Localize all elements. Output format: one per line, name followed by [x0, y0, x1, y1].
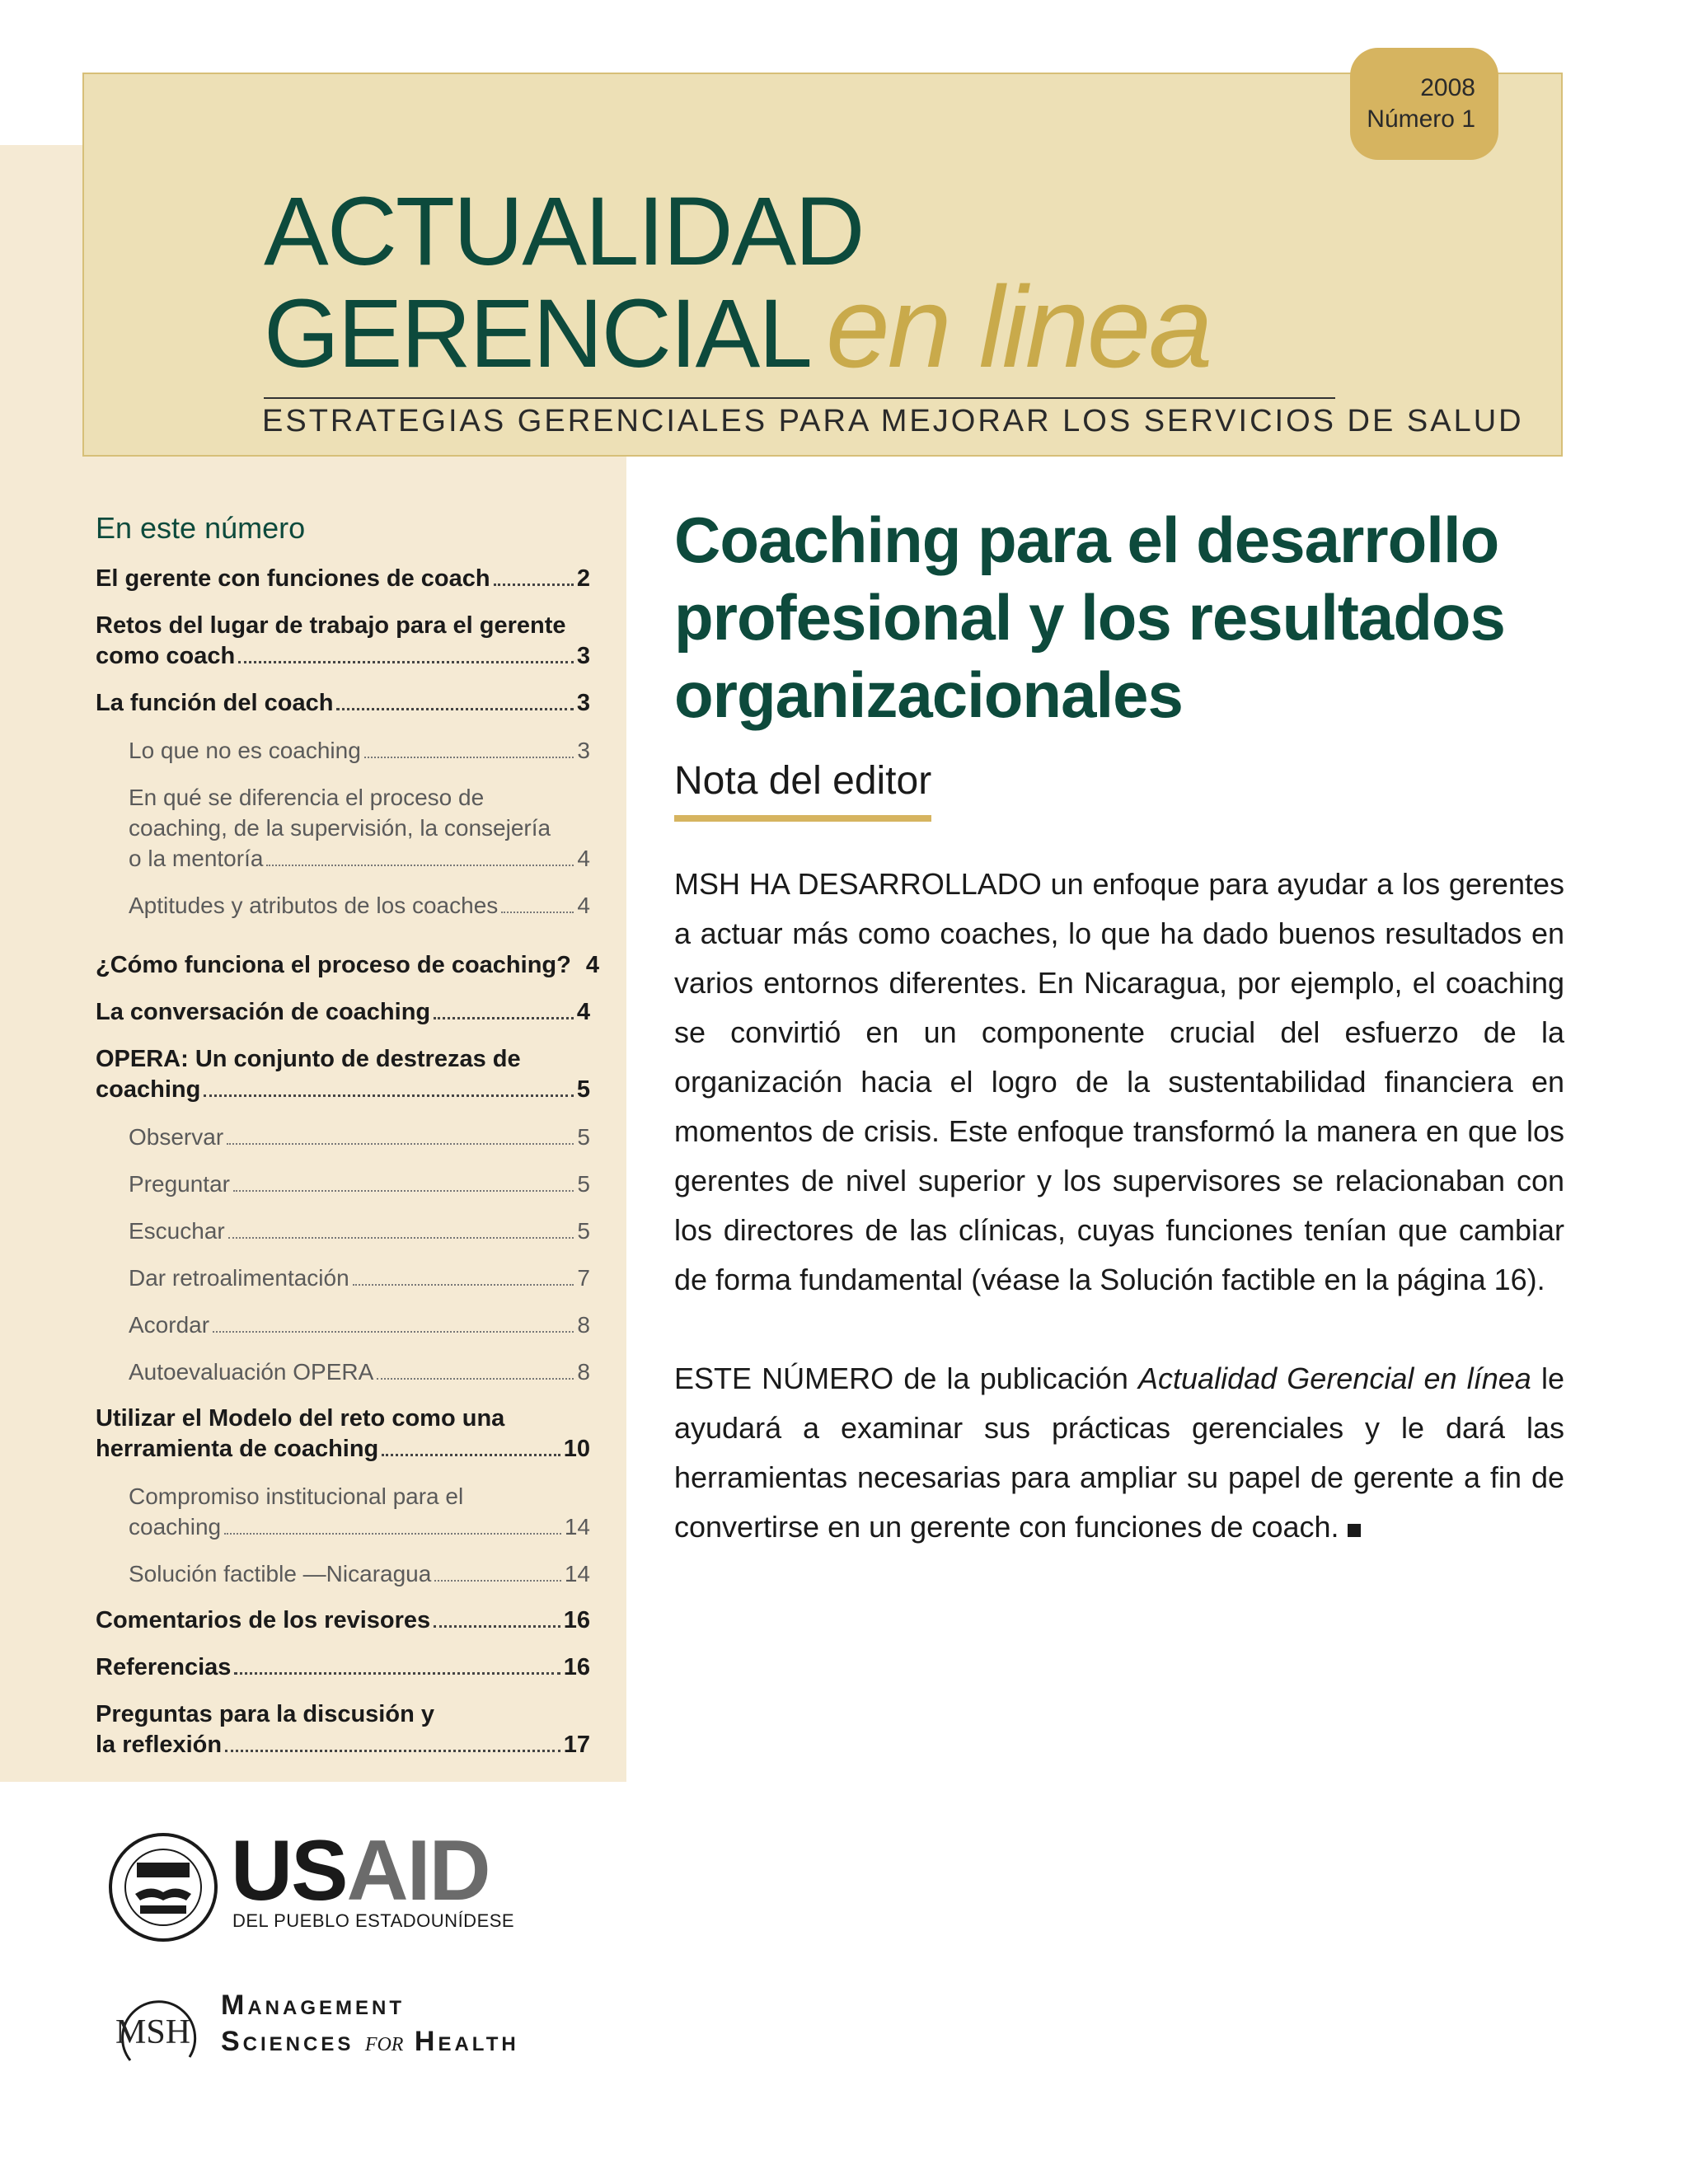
- toc-item[interactable]: [96, 1652, 590, 1683]
- toc-label: Aptitudes y atributos de los coaches: [129, 893, 499, 918]
- toc-leader: [494, 583, 574, 586]
- toc-subitem[interactable]: [96, 1481, 590, 1542]
- paragraph-body: de la publicación: [893, 1361, 1139, 1395]
- msh-sciences: Sciences: [221, 2026, 365, 2057]
- toc-subitem[interactable]: [96, 782, 590, 874]
- toc-label: Solución factible —Nicaragua: [129, 1561, 432, 1586]
- toc-leader: [225, 1750, 560, 1752]
- toc-label-cont: la reflexión: [96, 1732, 223, 1758]
- masthead-subtitle: ESTRATEGIAS GERENCIALES PARA MEJORAR LOS SERVICIOS DE SALUD: [262, 404, 1524, 438]
- toc-label: Preguntar: [129, 1171, 230, 1197]
- toc-page: 8: [577, 1359, 590, 1385]
- msh-for: for: [364, 2027, 404, 2057]
- toc-page: 3: [577, 738, 590, 763]
- toc-label-cont: coaching: [129, 1514, 222, 1540]
- toc-label: Observar: [129, 1124, 224, 1150]
- toc-item[interactable]: [96, 1699, 590, 1760]
- toc-page: 17: [563, 1732, 590, 1758]
- paragraph-1: [674, 860, 1564, 1305]
- toc-leader: [336, 708, 573, 710]
- toc-page: 10: [563, 1436, 590, 1462]
- article: [674, 501, 1564, 1552]
- toc-page: 3: [576, 690, 590, 716]
- toc-subitem[interactable]: [96, 735, 590, 766]
- toc-label: El gerente con funciones de coach: [96, 565, 490, 592]
- toc-label: Referencias: [96, 1654, 232, 1680]
- usaid-seal-icon: [107, 1831, 219, 1943]
- toc-label: Escuchar: [129, 1218, 225, 1244]
- toc-label-cont: como coach: [96, 643, 236, 669]
- toc-label: La función del coach: [96, 690, 334, 716]
- usaid-us: US: [231, 1823, 347, 1919]
- toc-label: OPERA: Un conjunto de destrezas de: [96, 1046, 521, 1072]
- toc-subitem[interactable]: [96, 1558, 590, 1589]
- toc-page: 4: [577, 893, 590, 918]
- toc-subitem[interactable]: [96, 1216, 590, 1246]
- toc-page: 5: [577, 1124, 590, 1150]
- masthead-rule: [264, 397, 1335, 399]
- headline-line-1: Coaching para el desarrollo: [674, 504, 1499, 576]
- toc-page: 7: [577, 1265, 590, 1291]
- title-line-2: [264, 262, 1211, 391]
- toc-page: 5: [577, 1171, 590, 1197]
- toc-leader: [353, 1284, 574, 1286]
- toc-page: 5: [576, 1076, 590, 1103]
- toc-page: 4: [576, 999, 590, 1025]
- toc-label: ¿Cómo funciona el proceso de coaching?: [96, 952, 571, 978]
- usaid-wordmark: [231, 1823, 490, 1919]
- toc-label: Preguntas para la discusión y: [96, 1701, 434, 1727]
- toc-label-cont: coaching: [96, 1076, 201, 1103]
- toc-leader: [501, 912, 574, 913]
- toc-label-cont: herramienta de coaching: [96, 1436, 379, 1462]
- toc-label: La conversación de coaching: [96, 999, 431, 1025]
- msh-name-line-2: [221, 2026, 519, 2058]
- toc-page: 2: [576, 565, 590, 592]
- paragraph-body: un enfoque para ayudar a los gerentes a actuar más como coaches, lo que ha dado buenos resultados en varios entornos diferentes. En Nicaragua, por ejemplo, el coaching se convirtió en un componente crucial del esfuerzo de la organización hacia el logro de la sustentabilidad financiera en momentos de crisis. Este enfoque transformó la manera en que los gerentes de nivel superior y los supervisores se relacionaban con los directores de las clínicas, cuyas funciones tenían que cambiar de forma fundamental (véase la Solución factible en la página 16).: [674, 867, 1564, 1296]
- toc-item[interactable]: [96, 1605, 590, 1636]
- msh-letters: MSH: [115, 2013, 191, 2051]
- title-italic: en linea: [825, 262, 1211, 391]
- toc-label-cont: coaching, de la supervisión, la consejería: [129, 815, 551, 841]
- title-word-gerencial: GERENCIAL: [264, 279, 811, 388]
- toc-page: 8: [577, 1312, 590, 1338]
- toc-page: 14: [564, 1514, 590, 1540]
- toc-page: 4: [577, 846, 590, 871]
- toc-page: 5: [577, 1218, 590, 1244]
- toc-item[interactable]: [96, 611, 590, 672]
- paragraph-2: [674, 1354, 1564, 1552]
- headline-line-3: organizacionales: [674, 658, 1183, 731]
- toc-label: Dar retroalimentación: [129, 1265, 349, 1291]
- toc-subitem[interactable]: [96, 1169, 590, 1199]
- toc-subitem[interactable]: [96, 1122, 590, 1152]
- toc-subitem[interactable]: [96, 1310, 590, 1340]
- toc-page: 3: [576, 643, 590, 669]
- headline-line-2: profesional y los resultados: [674, 581, 1505, 654]
- paragraph-lead: ESTE NÚMERO: [674, 1361, 894, 1395]
- issue-year: 2008: [1420, 74, 1475, 101]
- issue-badge: [1350, 48, 1498, 160]
- usaid-tagline: DEL PUEBLO ESTADOUNÍDESE: [232, 1910, 515, 1931]
- publication-title: Actualidad Gerencial en línea: [1138, 1361, 1531, 1395]
- section-title: Nota del editor: [674, 758, 931, 822]
- title-line-1: ACTUALIDAD: [264, 177, 864, 286]
- toc-leader: [434, 1580, 561, 1582]
- toc-leader: [228, 1237, 574, 1239]
- toc-item[interactable]: [96, 1044, 590, 1105]
- toc-page: 14: [564, 1561, 590, 1586]
- toc-label-cont: o la mentoría: [129, 846, 264, 871]
- toc-leader: [382, 1454, 560, 1456]
- toc-item[interactable]: [96, 1404, 590, 1465]
- toc-leader: [377, 1378, 574, 1380]
- toc-label: En qué se diferencia el proceso de: [129, 785, 485, 810]
- msh-health: Health: [403, 2026, 519, 2057]
- toc-leader: [213, 1331, 574, 1333]
- toc-leader: [238, 661, 574, 663]
- toc-title: En este número: [96, 511, 306, 545]
- toc-subitem[interactable]: [96, 890, 590, 921]
- toc-leader: [204, 1094, 574, 1097]
- toc-leader: [434, 1017, 574, 1019]
- toc-label: Autoevaluación OPERA: [129, 1359, 374, 1385]
- toc-leader: [364, 757, 574, 758]
- toc-leader: [234, 1672, 560, 1675]
- toc-item[interactable]: [96, 688, 590, 719]
- end-mark-icon: [1348, 1524, 1361, 1537]
- toc-page: 4: [585, 952, 599, 978]
- toc-leader: [224, 1533, 561, 1535]
- article-headline: [674, 501, 1564, 733]
- toc-leader: [434, 1625, 560, 1628]
- toc-leader: [227, 1143, 574, 1145]
- toc-label: Retos del lugar de trabajo para el gerente: [96, 612, 566, 639]
- toc-subitem[interactable]: [96, 1263, 590, 1293]
- toc-page: 16: [563, 1607, 590, 1633]
- toc-leader: [266, 865, 574, 866]
- toc-label: Acordar: [129, 1312, 210, 1338]
- toc-leader: [233, 1190, 574, 1192]
- toc-label: Compromiso institucional para el: [129, 1483, 464, 1509]
- issue-number: Número 1: [1367, 105, 1475, 133]
- toc-item[interactable]: [96, 950, 599, 981]
- toc-page: 16: [563, 1654, 590, 1680]
- toc-label: Lo que no es coaching: [129, 738, 361, 763]
- msh-name-line-1: Management: [221, 1990, 405, 2021]
- table-of-contents: [96, 511, 599, 1777]
- toc-item[interactable]: [96, 997, 590, 1028]
- paragraph-body: le ayudará a examinar sus prácticas gerenciales y le dará las herramientas necesarias para ampliar su papel de gerente a fin de convertirse en un gerente con funciones de coach.: [674, 1361, 1564, 1544]
- toc-item[interactable]: [96, 564, 590, 594]
- toc-label: Comentarios de los revisores: [96, 1607, 431, 1633]
- toc-subitem[interactable]: [96, 1357, 590, 1387]
- paragraph-lead: MSH HA DESARROLLADO: [674, 867, 1042, 901]
- toc-label: Utilizar el Modelo del reto como una: [96, 1405, 505, 1432]
- usaid-aid: AID: [346, 1823, 490, 1919]
